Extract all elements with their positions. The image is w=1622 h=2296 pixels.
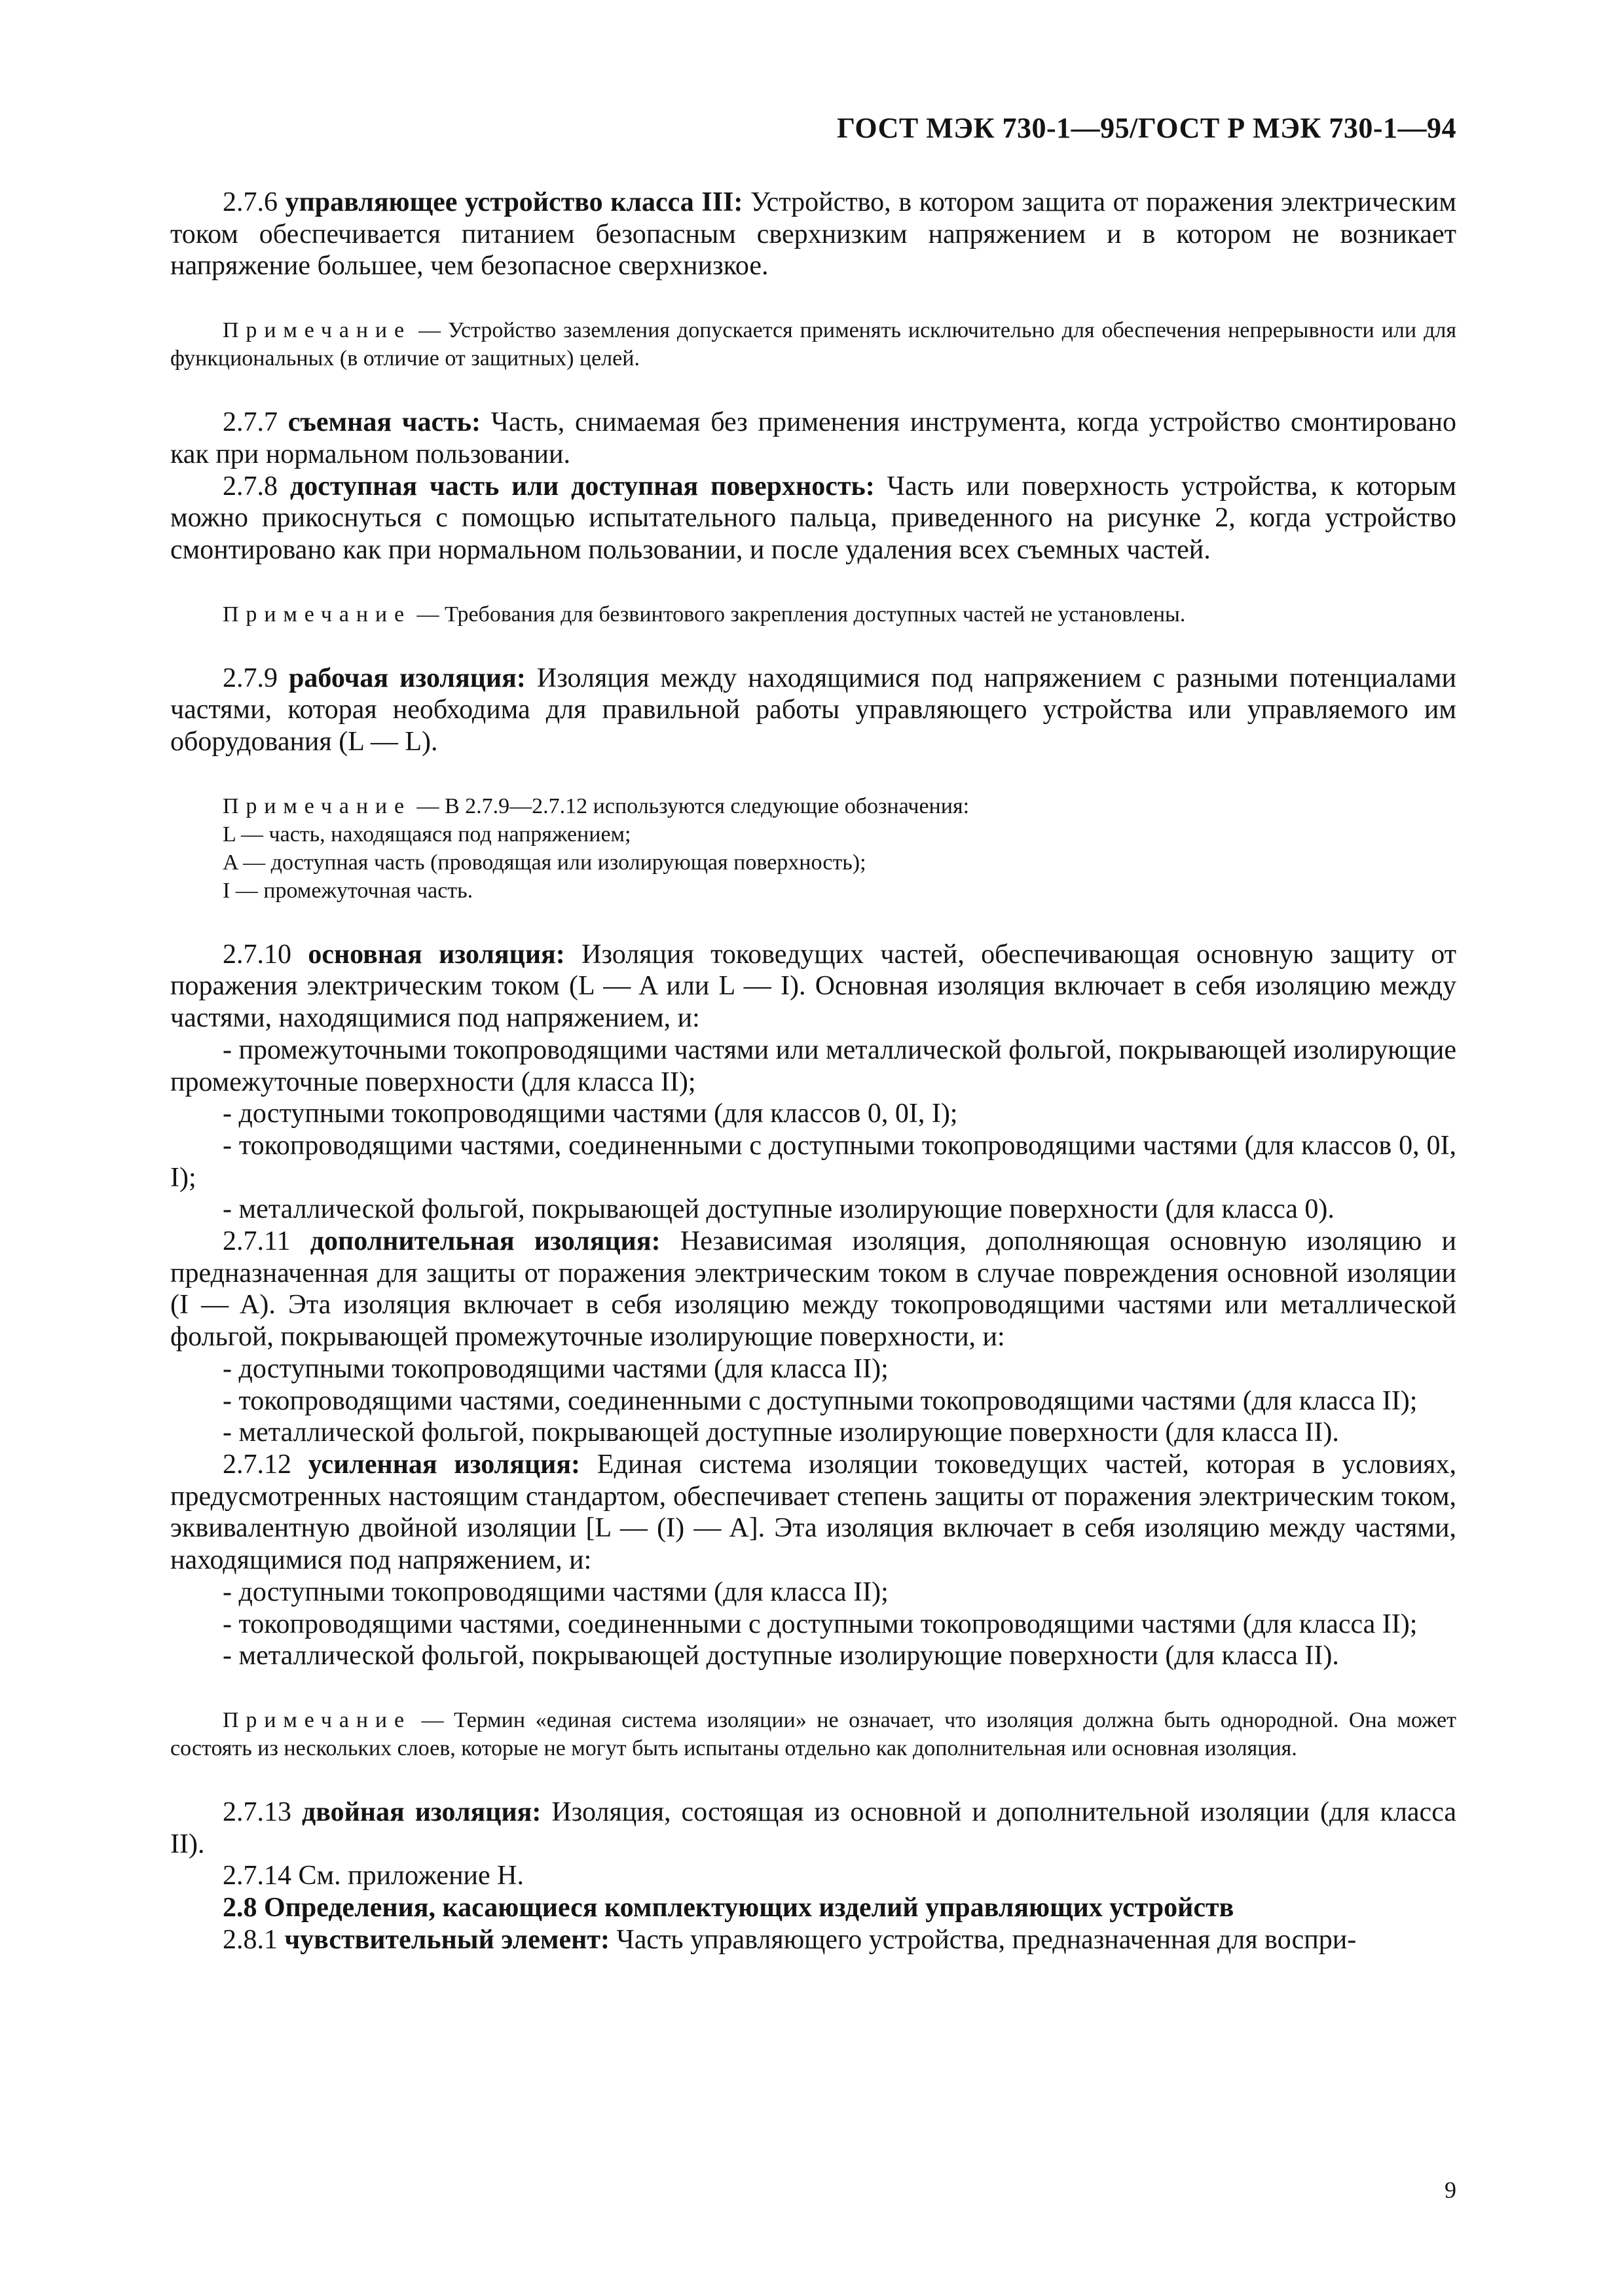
clause-number: 2.7.11 xyxy=(223,1226,291,1257)
clause-2-7-12 xyxy=(170,1449,1456,1576)
note-3 xyxy=(170,792,1456,820)
clause-number: 2.7.8 xyxy=(223,471,278,501)
note-label: Примечание xyxy=(223,602,411,627)
list-item: - токопроводящими частями, соединенными с доступными токопроводящими частями (для класса II); xyxy=(223,1609,1418,1639)
clause-term: рабочая изоляция: xyxy=(289,663,526,693)
section-heading-2-8 xyxy=(170,1892,1456,1924)
note-3-line: L — часть, находящаяся под напряжением; xyxy=(223,822,631,847)
clause-2-7-13 xyxy=(170,1796,1456,1860)
note-label: Примечание xyxy=(223,793,411,818)
note-text: — Требования для безвинтового закрепления доступных частей не установлены. xyxy=(411,602,1186,627)
clause-number: 2.7.6 xyxy=(223,187,278,217)
page-content xyxy=(170,187,1456,1956)
list-item: - токопроводящими частями, соединенными с доступными токопроводящими частями (для класса II); xyxy=(223,1385,1418,1416)
clause-text: Изоляция, состоящая из основной и дополнительной изоляции (для класса II). xyxy=(170,1796,1456,1859)
document-header: ГОСТ МЭК 730-1—95/ГОСТ Р МЭК 730-1—94 xyxy=(836,112,1456,144)
note-label: Примечание xyxy=(223,318,411,343)
list-item: - металлической фольгой, покрывающей доступные изолирующие поверхности (для класса II). xyxy=(223,1641,1339,1671)
list-item: - доступными токопроводящими частями (для класса II); xyxy=(223,1353,889,1384)
note-3-line: I — промежуточная часть. xyxy=(223,878,473,903)
note-label: Примечание xyxy=(223,1707,411,1732)
list-item: - промежуточными токопроводящими частями или металлической фольгой, покрывающей изолирующие промежуточные поверхности (для класса II); xyxy=(170,1034,1456,1097)
note-text: — В 2.7.9—2.7.12 используются следующие обозначения: xyxy=(411,793,970,818)
note-1 xyxy=(170,316,1456,373)
list-item: - доступными токопроводящими частями (для класса II); xyxy=(223,1576,889,1607)
clause-number: 2.7.9 xyxy=(223,663,278,693)
clause-term: дополнительная изоляция: xyxy=(310,1226,661,1257)
clause-number: 2.8.1 xyxy=(223,1924,278,1955)
note-text: — Устройство заземления допускается применять исключительно для обеспечения непрерывности или для функциональных (в отличие от защитных) целей. xyxy=(170,318,1456,371)
clause-text: Часть управляющего устройства, предназначенная для воспри- xyxy=(609,1924,1357,1955)
clause-term: управляющее устройство класса III: xyxy=(285,187,743,217)
clause-number: 2.7.7 xyxy=(223,407,278,438)
clause-text: Изоляция между находящимися под напряжением с разными потенциалами частями, которая необходима для правильной работы управляющего устройства или управляемого им оборудования (L — L). xyxy=(170,663,1456,757)
clause-2-7-7 xyxy=(170,407,1456,470)
clause-term: двойная изоляция: xyxy=(301,1796,542,1827)
section-heading: 2.8 Определения, касающиеся комплектующих изделий управляющих устройств xyxy=(223,1893,1234,1923)
note-3-line: A — доступная часть (проводящая или изолирующая поверхность); xyxy=(223,850,866,875)
clause-term: основная изоляция: xyxy=(308,939,565,970)
clause-text: Независимая изоляция, дополняющая основную изоляцию и предназначенная для защиты от поражения электрическим током в случае повреждения основной изоляции (I — A). Эта изоляция включает в себя изоляцию между токопроводящими частями или металлической фольгой, покрывающей промежуточные изолирующие поверхности, и: xyxy=(170,1226,1457,1353)
clause-text: Изоляция токоведущих частей, обеспечивающая основную защиту от поражения электрическим током (L — A или L — I). Основная изоляция включает в себя изоляцию между частями, находящимися под напряжением, и: xyxy=(170,939,1456,1034)
clause-2-7-14: 2.7.14 См. приложение Н. xyxy=(223,1861,524,1891)
list-item: - доступными токопроводящими частями (для классов 0, 0I, I); xyxy=(223,1099,958,1129)
clause-2-7-6 xyxy=(170,187,1456,282)
clause-term: доступная часть или доступная поверхность: xyxy=(289,471,875,501)
clause-2-7-10 xyxy=(170,939,1456,1034)
note-4 xyxy=(170,1706,1456,1762)
clause-term: усиленная изоляция: xyxy=(308,1449,581,1480)
clause-term: чувствительный элемент: xyxy=(284,1924,610,1955)
note-2 xyxy=(170,600,1456,629)
clause-number: 2.7.10 xyxy=(223,939,291,970)
clause-text: Часть или поверхность устройства, к которым можно прикоснуться с помощью испытательного пальца, приведенного на рисунке 2, когда устройство смонтировано как при нормальном пользовании, и после удаления всех съемных частей. xyxy=(170,471,1457,565)
clause-number: 2.7.12 xyxy=(223,1449,291,1480)
clause-2-7-8 xyxy=(170,471,1456,566)
note-text: — Термин «единая система изоляции» не означает, что изоляция должна быть однородной. Она может состоять из нескольких слоев, которые не могут быть испытаны отдельно как дополнительная или основная изоляция. xyxy=(170,1707,1456,1760)
clause-term: съемная часть: xyxy=(287,407,481,438)
page-number: 9 xyxy=(1445,2177,1456,2203)
list-item: - металлической фольгой, покрывающей доступные изолирующие поверхности (для класса 0). xyxy=(223,1194,1335,1225)
list-item: - металлической фольгой, покрывающей доступные изолирующие поверхности (для класса II). xyxy=(223,1417,1339,1448)
clause-number: 2.7.13 xyxy=(223,1796,291,1827)
clause-text: Часть, снимаемая без применения инструмента, когда устройство смонтировано как при нормальном пользовании. xyxy=(170,407,1456,469)
clause-2-8-1 xyxy=(170,1924,1456,1956)
list-item: - токопроводящими частями, соединенными с доступными токопроводящими частями (для классов 0, 0I, I); xyxy=(170,1130,1456,1193)
clause-text: Устройство, в котором защита от поражения электрическим током обеспечивается питанием безопасным сверхнизким напряжением и в котором не возникает напряжение большее, чем безопасное сверхнизкое. xyxy=(170,187,1456,282)
clause-text: Единая система изоляции токоведущих частей, которая в условиях, предусмотренных настоящим стандартом, обеспечивает степень защиты от поражения электрическим током, эквивалентную двойной изоляции [L — (I) — A]. Эта изоляция включает в себя изоляцию между частями, находящимися под напряжением, и: xyxy=(170,1449,1456,1576)
clause-2-7-11 xyxy=(170,1226,1456,1353)
clause-2-7-9 xyxy=(170,663,1456,758)
